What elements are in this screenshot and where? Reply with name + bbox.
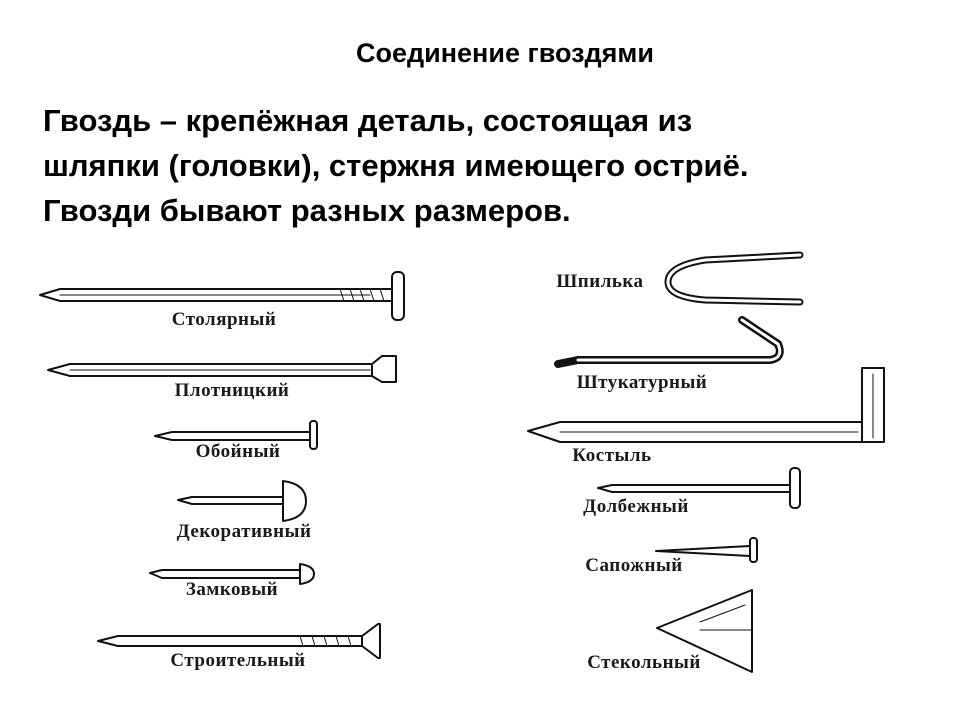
nail-label-shtukaturny: Штукатурный <box>576 372 708 393</box>
nail-label-kostyl: Костыль <box>572 445 652 466</box>
nail-label-sapozhny: Сапожный <box>585 555 683 576</box>
nail-label-zamkovy: Замковый <box>185 579 279 600</box>
nail-plotnitsky-drawing <box>48 356 396 382</box>
nail-label-stolyarny: Столярный <box>171 309 277 330</box>
nail-label-dolbezhny: Долбежный <box>583 496 689 517</box>
nail-dekorativny-drawing <box>178 481 306 521</box>
nail-label-shpilka: Шпилька <box>556 271 644 292</box>
nail-label-stroitelny: Строительный <box>170 650 306 671</box>
definition-line-2: шляпки (головки), стержня имеющего остриё. <box>43 148 749 183</box>
nail-label-stekolny: Стекольный <box>587 652 701 673</box>
definition-line-3: Гвозди бывают разных размеров. <box>43 193 571 228</box>
nail-shpilka-drawing <box>668 255 800 302</box>
nail-label-dekorativny: Декоративный <box>176 521 312 542</box>
definition-line-1: Гвоздь – крепёжная деталь, состоящая из <box>43 103 693 138</box>
slide-title: Соединение гвоздями <box>355 38 654 68</box>
nail-shtukaturny-drawing <box>558 320 780 364</box>
nail-label-oboyny: Обойный <box>195 441 281 462</box>
nail-label-plotnitsky: Плотницкий <box>174 380 290 401</box>
